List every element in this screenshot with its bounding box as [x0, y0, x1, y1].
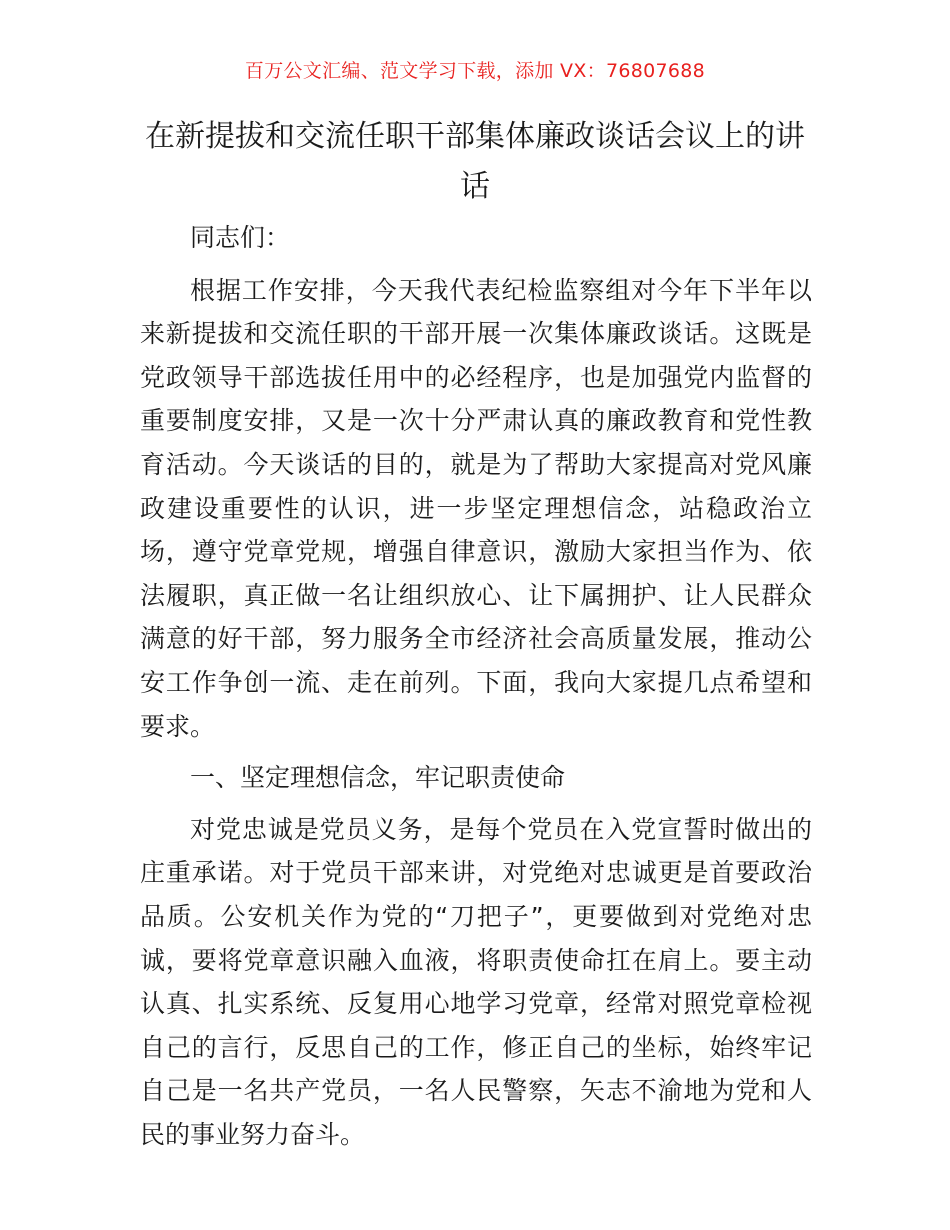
section-heading: 一、坚定理想信念，牢记职责使命	[190, 763, 566, 793]
document-body	[140, 216, 812, 1164]
document-title: 在新提拔和交流任职干部集体廉政谈话会议上的讲话	[145, 119, 805, 204]
watermark-header: 百万公文汇编、范文学习下载，添加 VX：76807688	[244, 60, 706, 82]
body-paragraph: 根据工作安排，今天我代表纪检监察组对今年下半年以来新提拔和交流任职的干部开展一次集体廉政谈话。这既是党政领导干部选拔任用中的必经程序，也是加强党内监督的重要制度安排，又是一次十分严肃认真的廉政教育和党性教育活动。今天谈话的目的，就是为了帮助大家提高对党风廉政建设重要性的认识，进一步坚定理想信念，站稳政治立场，遵守党章党规，增强自律意识，激励大家担当作为、依法履职，真正做一名让组织放心、让下属拥护、让人民群众满意的好干部，努力服务全市经济社会高质量发展，推动公安工作争创一流、走在前列。下面，我向大家提几点希望和要求。	[140, 275, 812, 741]
body-paragraph: 对党忠诚是党员义务，是每个党员在入党宣誓时做出的庄重承诺。对于党员干部来讲，对党绝对忠诚更是首要政治品质。公安机关作为党的“刀把子”，更要做到对党绝对忠诚，要将党章意识融入血液，将职责使命扛在肩上。要主动认真、扎实系统、反复用心地学习党章，经常对照党章检视自己的言行，反思自己的工作，修正自己的坐标，始终牢记自己是一名共产党员，一名人民警察，矢志不渝地为党和人民的事业努力奋斗。	[140, 814, 812, 1149]
salutation: 同志们：	[190, 223, 291, 252]
